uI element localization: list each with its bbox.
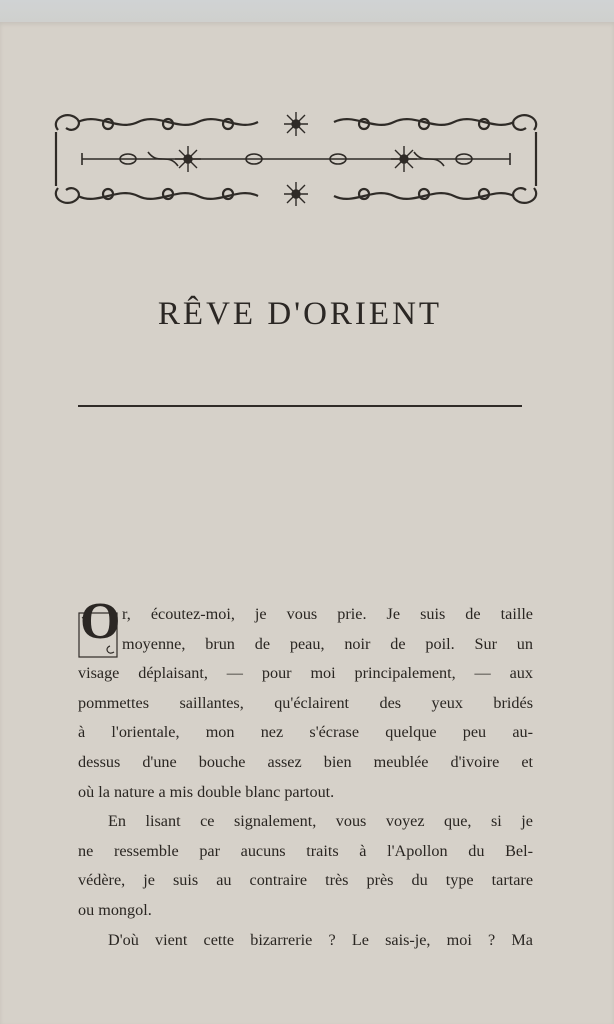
text-line: r, écoutez-moi, je vous prie. Je suis de taille — [122, 605, 533, 623]
text-line: moyenne, brun de peau, noir de poil. Sur un — [122, 634, 533, 653]
text-line: ne ressemble par aucuns traits à l'Apollon du Bel- — [78, 841, 533, 860]
text-line: ou mongol. — [78, 900, 152, 919]
text-line: En lisant ce signalement, vous voyez que, si je — [108, 812, 533, 831]
drop-cap-letter: O — [80, 593, 121, 650]
text-line: où la nature a mis double blanc partout. — [78, 782, 335, 801]
text-line: pommettes saillantes, qu'éclairent des yeux bridés — [78, 693, 533, 712]
chapter-title: RÊVE D'ORIENT — [157, 296, 443, 332]
background-strip — [0, 0, 614, 24]
text-line: à l'orientale, mon nez s'écrase quelque peu au- — [78, 723, 533, 742]
body-text — [78, 593, 533, 955]
text-line: védère, je suis au contraire très près du type tartare — [78, 871, 533, 890]
scrollwork-ornament-icon — [48, 108, 544, 210]
title-rule-divider — [78, 405, 522, 407]
text-line: D'où vient cette bizarrerie ? Le sais-je, moi ? Ma — [108, 930, 533, 949]
text-line: dessus d'une bouche assez bien meublée d'ivoire et — [78, 752, 533, 771]
text-line: visage déplaisant, — pour moi principalement, — aux — [78, 664, 533, 683]
